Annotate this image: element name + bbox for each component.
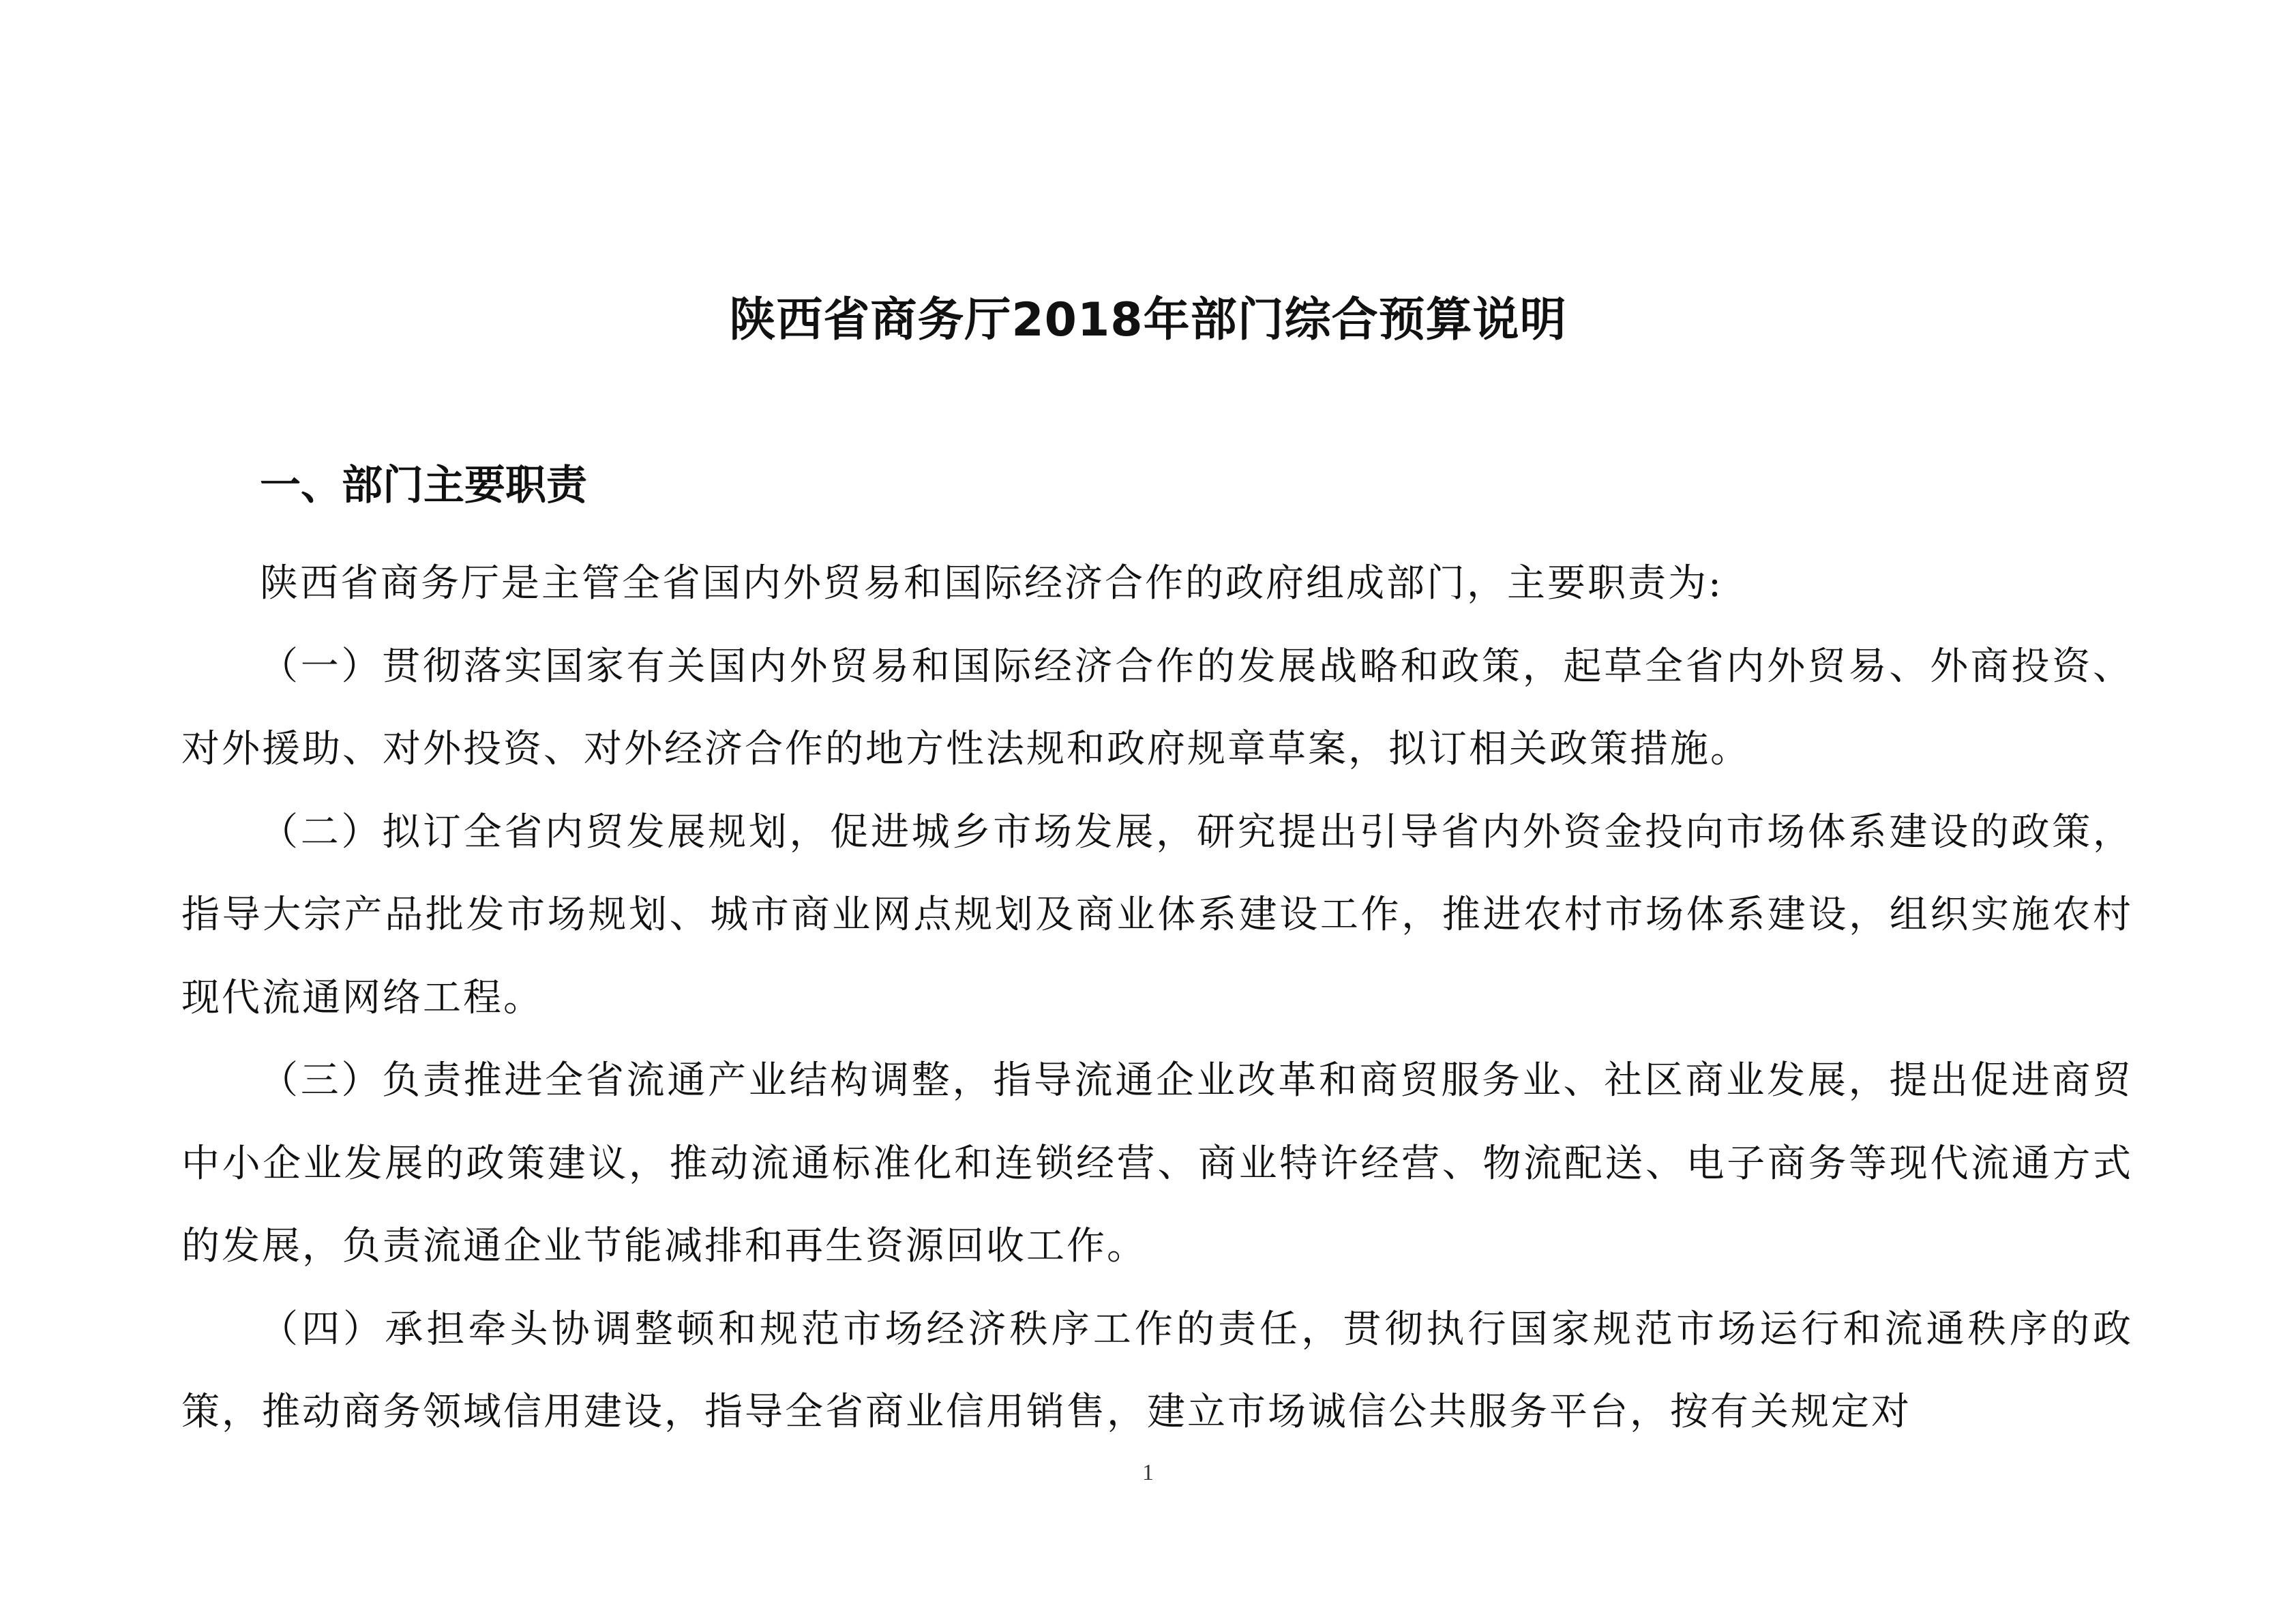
- paragraph-item-4: （四）承担牵头协调整顿和规范市场经济秩序工作的责任，贯彻执行国家规范市场运行和流通秩序的政策，推动商务领域信用建设，指导全省商业信用销售，建立市场诚信公共服务平台，按有关规定对: [181, 1307, 2133, 1434]
- section-heading: 一、部门主要职责: [260, 462, 587, 509]
- document-body: [181, 542, 2133, 1454]
- paragraph-intro: 陕西省商务厅是主管全省国内外贸易和国际经济合作的政府组成部门，主要职责为:: [260, 561, 1723, 606]
- paragraph-item-1: （一）贯彻落实国家有关国内外贸易和国际经济合作的发展战略和政策，起草全省内外贸易、外商投资、对外援助、对外投资、对外经济合作的地方性法规和政府规章草案，拟订相关政策措施。: [181, 644, 2133, 771]
- paragraph-item-3: （三）负责推进全省流通产业结构调整，指导流通企业改革和商贸服务业、社区商业发展，提出促进商贸中小企业发展的政策建议，推动流通标准化和连锁经营、商业特许经营、物流配送、电子商务等现代流通方式的发展，负责流通企业节能减排和再生资源回收工作。: [181, 1058, 2133, 1268]
- paragraph-item-2: （二）拟订全省内贸发展规划，促进城乡市场发展，研究提出引导省内外资金投向市场体系建设的政策，指导大宗产品批发市场规划、城市商业网点规划及商业体系建设工作，推进农村市场体系建设，组织实施农村现代流通网络工程。: [181, 809, 2133, 1020]
- document-title: 陕西省商务厅2018年部门综合预算说明: [729, 293, 1567, 347]
- page-number: 1: [1142, 1460, 1154, 1485]
